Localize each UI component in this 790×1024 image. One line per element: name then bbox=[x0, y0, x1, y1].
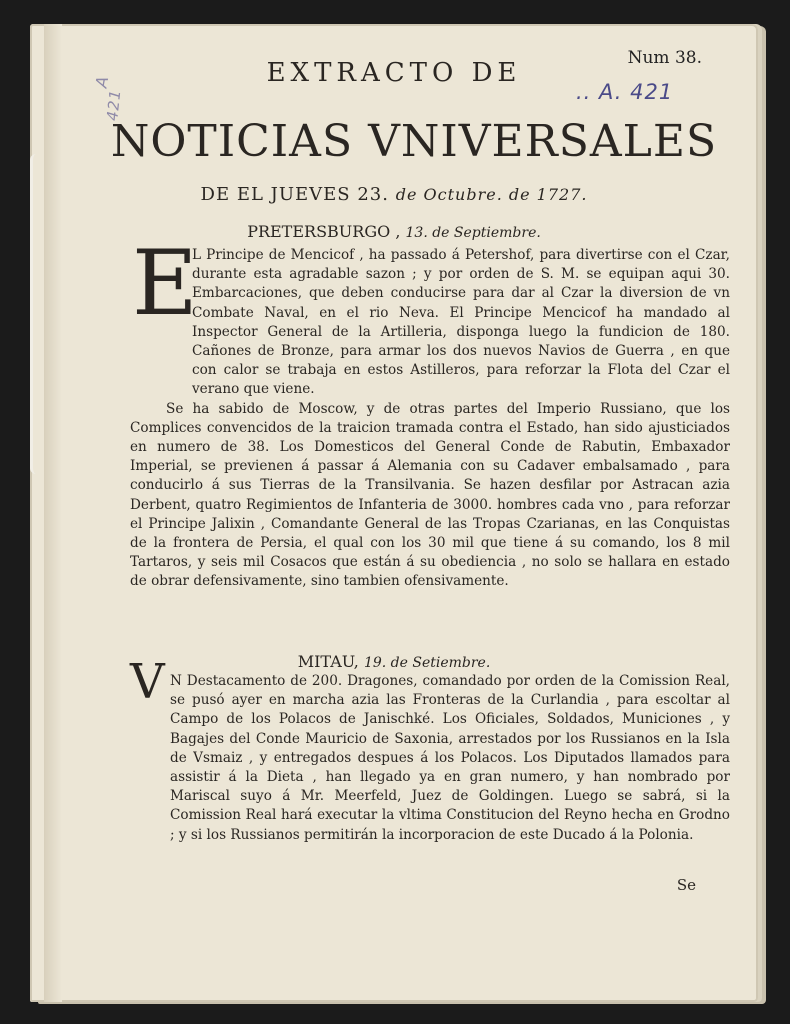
issue-date bbox=[30, 184, 758, 205]
masthead-line1: EXTRACTO DE bbox=[266, 58, 522, 88]
masthead-title: NOTICIAS VNIVERSALES bbox=[110, 116, 718, 167]
accession-mark: .. A. 421 bbox=[576, 80, 674, 104]
margin-mark-1: A bbox=[91, 73, 113, 90]
drop-cap-v: V bbox=[130, 654, 165, 710]
issue-date-prefix: DE EL JUEVES 23. bbox=[200, 184, 389, 205]
article-paragraph: N Destacamento de 200. Dragones, comandado por orden de la Comission Real, se pusó ayer en marcha azia las Fronteras de la Curlandia , para escoltar al Campo de los Polacos de Janischké. Los Oficiales, Soldados, Municiones , y Bagajes del Conde Mauricio de Saxonia, arrestados por los Russianos en la Isla de Vsmaiz , y entregados despues á los Polacos. Los Diputados llamados para assistir á la Dieta , han llegado ya en gran numero, y han nombrado por Mariscal suyo á Mr. Meerfeld, Juez de Goldingen. Luego se sabrá, si la Comission Real hará executar la vltima Constitucion del Reyno hecha en Grodno ; y si los Russianos permitirán la incorporacion de este Ducado á la Polonia. bbox=[170, 673, 730, 843]
dateline-place: PRETERSBURGO , bbox=[247, 222, 401, 241]
margin-mark-2: 421 bbox=[103, 88, 125, 122]
dateline-date: 13. de Septiembre. bbox=[405, 225, 541, 241]
issue-date-suffix: de Octubre. de 1727. bbox=[395, 185, 588, 204]
dateline-place: MITAU, bbox=[297, 652, 359, 671]
drop-cap-e: E bbox=[132, 231, 198, 336]
newspaper-page bbox=[30, 24, 758, 1002]
article-paragraph: L Principe de Mencicof , ha passado á Petershof, para divertirse con el Czar, durante esta agradable sazon ; y por orden de S. M. se equipan aqui 30. Embarcaciones, que deben conducirse para dar al Czar la diversion de vn Combate Naval, en el rio Neva. El Principe Mencicof ha mandado al Inspector General de la Artilleria, disponga luego la fundicion de 180. Cañones de Bronze, para armar los dos nuevos Navios de Guerra , en que con calor se trabaja en estos Astilleros, para reforzar la Flota del Czar el verano que viene. bbox=[192, 247, 730, 398]
article-mitau bbox=[130, 672, 730, 845]
catchword: Se bbox=[676, 876, 696, 894]
dateline-date: 19. de Setiembre. bbox=[363, 655, 491, 671]
issue-number: Num 38. bbox=[627, 48, 702, 68]
article-paragraph: Se ha sabido de Moscow, y de otras partes del Imperio Russiano, que los Complices convencidos de la traicion tramada contra el Estado, han sido ajusticiados en numero de 38. Los Domesticos del General Conde de Rabutin, Embaxador Imperial, se previenen á passar á Alemania con su Cadaver embalsamado , para conducirlo á sus Tierras de la Transilvania. Se hazen desfilar por Astracan azia Derbent, quatro Regimientos de Infanteria de 3000. hombres cada vno , para reforzar el Principe Jalixin , Comandante General de las Tropas Czarianas, en las Conquistas de la frontera de Persia, el qual con los 30 mil que tiene á su comando, los 8 mil Tartaros, y seis mil Cosacos que están á su obediencia , no solo se hallara en estado de obrar defensivamente, sino tambien ofensivamente. bbox=[130, 400, 730, 590]
